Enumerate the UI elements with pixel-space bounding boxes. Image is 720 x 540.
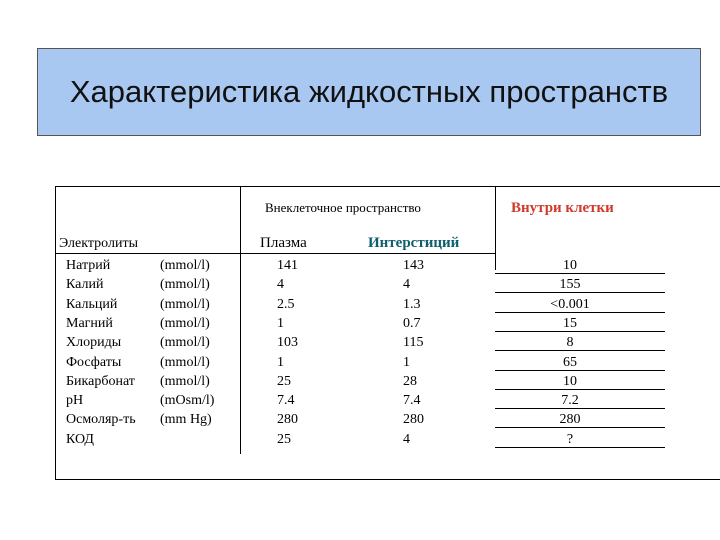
row-plasma: 280 [277, 412, 298, 428]
header-electrolytes: Электролиты [59, 236, 138, 251]
row-interstitial: 1 [403, 354, 410, 370]
row-intracell: 10 [563, 373, 577, 389]
row-interstitial: 1.3 [403, 296, 421, 312]
intracell-row-divider [495, 312, 665, 313]
row-unit: (mmol/l) [160, 277, 210, 293]
row-plasma: 1 [277, 354, 284, 370]
table-extracell-divider [495, 186, 496, 270]
table-plasma-divider [240, 186, 241, 454]
row-intracell: 280 [559, 412, 581, 428]
table-header-divider [55, 253, 496, 254]
table-bottom-border [55, 479, 720, 480]
row-unit: (mmol/l) [160, 373, 210, 389]
row-intracell: 10 [563, 258, 577, 273]
row-name: Калий [66, 277, 104, 293]
row-unit: (mm Hg) [160, 412, 212, 428]
intracell-row-divider [495, 389, 665, 390]
row-name: Осмоляр-ть [66, 412, 136, 428]
row-intracell: 15 [563, 315, 577, 331]
row-intracell: 7.2 [561, 393, 579, 409]
row-name: pH [66, 393, 84, 409]
row-plasma: 7.4 [277, 393, 295, 409]
header-extracellular: Внеклеточное пространство [265, 200, 421, 215]
row-name: Хлориды [66, 335, 122, 351]
row-name: Магний [66, 315, 113, 331]
intracell-row-divider [495, 408, 665, 409]
row-interstitial: 115 [403, 335, 424, 351]
row-name: Натрий [66, 258, 111, 273]
table-top-border [55, 186, 720, 187]
row-unit: (mmol/l) [160, 354, 210, 370]
intracell-row-divider [495, 427, 665, 428]
row-unit: (mmol/l) [160, 315, 210, 331]
header-intracellular: Внутри клетки [511, 200, 614, 216]
header-interstitial: Интерстиций [368, 235, 460, 251]
row-unit: (mmol/l) [160, 258, 210, 273]
row-plasma: 1 [277, 315, 284, 331]
row-name: Фосфаты [66, 354, 122, 370]
row-unit: (mOsm/l) [160, 393, 215, 409]
intracell-row-divider [495, 370, 665, 371]
row-intracell: 155 [559, 277, 581, 293]
row-plasma: 25 [277, 373, 291, 389]
row-name: КОД [66, 431, 94, 447]
slide-title: Характеристика жидкостных пространств [69, 74, 669, 109]
row-interstitial: 4 [403, 431, 410, 447]
table-left-border [55, 186, 56, 480]
intracell-row-divider [495, 273, 665, 274]
row-interstitial: 0.7 [403, 315, 421, 331]
intracell-row-divider [495, 331, 665, 332]
intracell-row-divider [495, 350, 665, 351]
row-plasma: 4 [277, 277, 284, 293]
row-interstitial: 280 [403, 412, 424, 428]
row-interstitial: 7.4 [403, 393, 421, 409]
row-plasma: 2.5 [277, 296, 295, 312]
row-interstitial: 4 [403, 277, 410, 293]
row-unit: (mmol/l) [160, 335, 210, 351]
row-plasma: 103 [277, 335, 298, 351]
row-interstitial: 143 [403, 258, 424, 273]
header-plasma: Плазма [260, 235, 307, 251]
row-unit: (mmol/l) [160, 296, 210, 312]
intracell-row-divider [495, 447, 665, 448]
intracell-row-divider [495, 292, 665, 293]
row-intracell: <0.001 [550, 296, 590, 312]
row-name: Бикарбонат [66, 373, 135, 389]
row-intracell: 8 [566, 335, 574, 351]
row-intracell: 65 [563, 354, 577, 370]
row-plasma: 141 [277, 258, 298, 273]
row-intracell: ? [566, 431, 574, 447]
row-name: Кальций [66, 296, 118, 312]
row-plasma: 25 [277, 431, 291, 447]
row-interstitial: 28 [403, 373, 417, 389]
